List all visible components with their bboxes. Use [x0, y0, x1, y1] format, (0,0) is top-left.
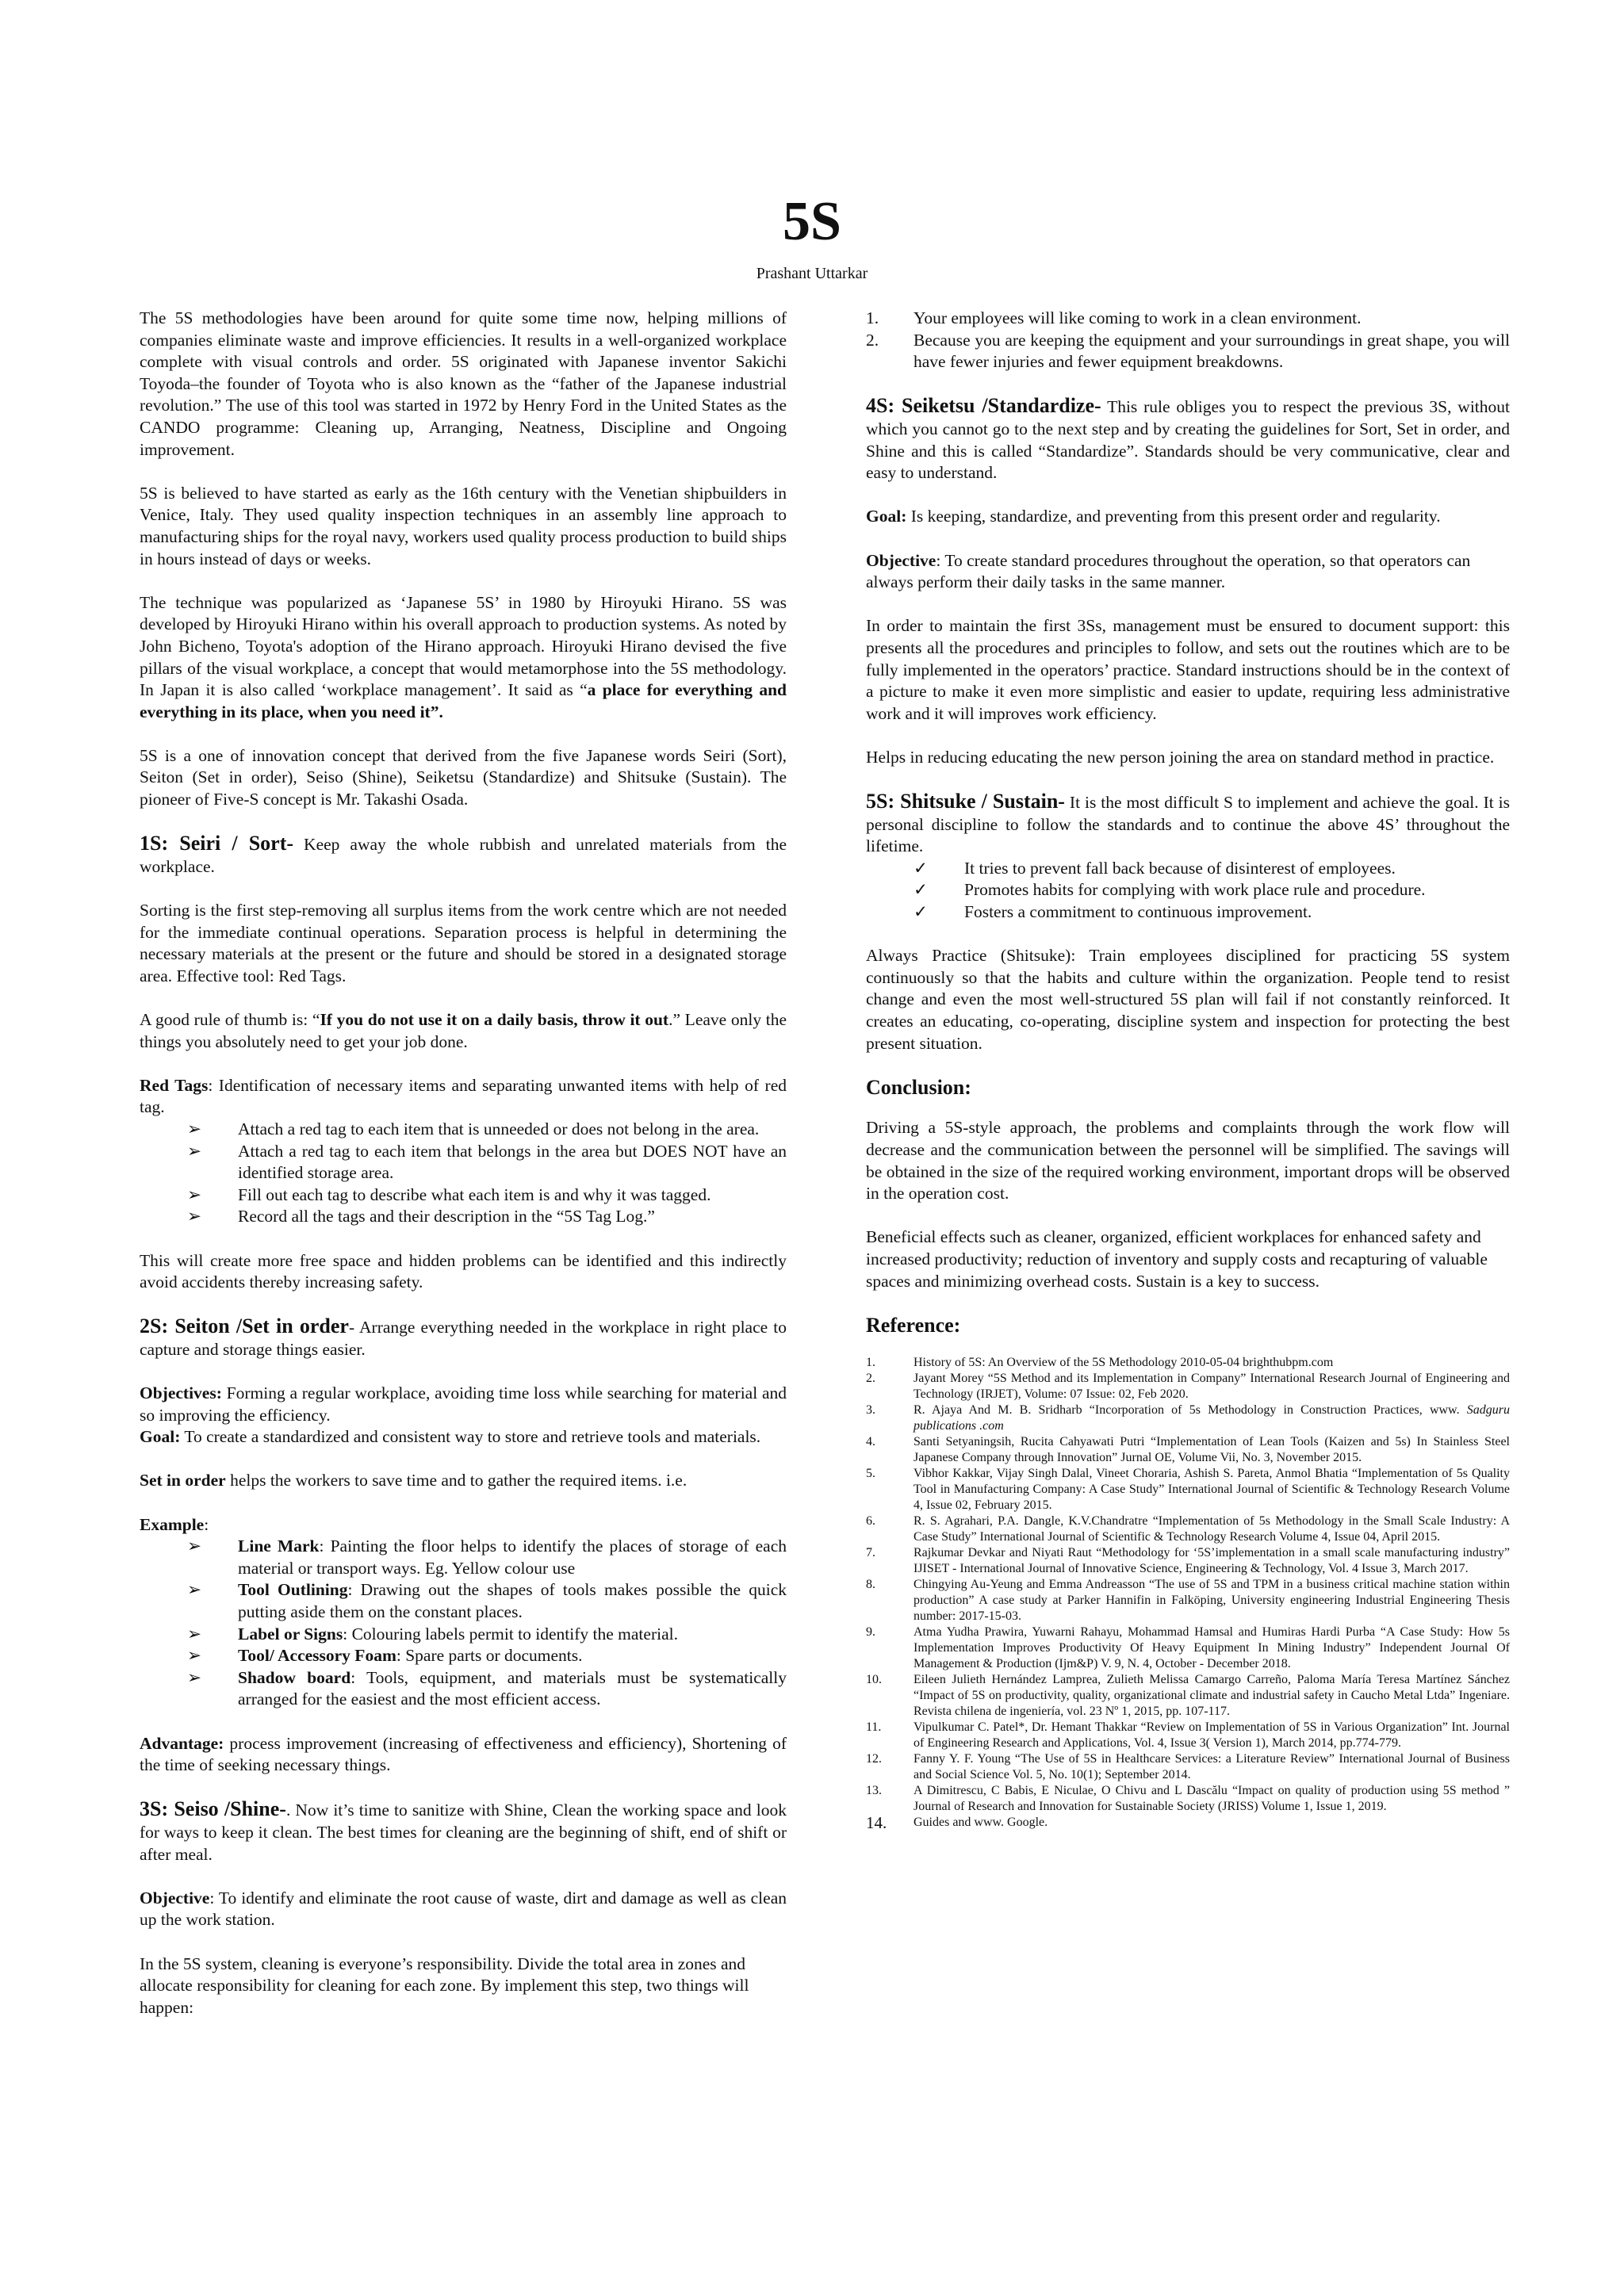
section-3s-objective	[140, 1888, 787, 1931]
arrow-bullet-icon: ➢	[187, 1184, 202, 1204]
section-5s-paragraph-2: Always Practice (Shitsuke): Train employees disciplined for practicing 5S system continuously so that the habits and culture within the organization. People tend to resist change and even the most well-structured 5S plan will fail if not constantly reinforced. It creates an educating, co-operating, discipline system and inspection for protecting the best present situation.	[866, 946, 1510, 1053]
arrow-bullet-icon: ➢	[187, 1646, 202, 1666]
reference-item	[866, 1371, 1510, 1402]
section-4s-goal	[866, 506, 1510, 528]
list-item-text: Because you are keeping the equipment and your surroundings in great shape, you will have fewer injuries and fewer equipment breakdowns.	[914, 330, 1510, 372]
list-item	[187, 1536, 787, 1579]
reference-text: R. Ajaya And M. B. Sridharb “Incorporation of 5s Methodology in Construction Practices, www.	[914, 1403, 1460, 1418]
list-item-text: Record all the tags and their description in the “5S Tag Log.”	[238, 1207, 655, 1226]
list-item-text: : Painting the floor helps to identify the places of storage of each material or transport ways. Eg. Yellow colour use	[238, 1536, 787, 1578]
reference-text: Vipulkumar C. Patel*, Dr. Hemant Thakkar “Review on Implementation of 5S in Various Organization” Int. Journal of Engineering Research and Applications, Vol. 4, Issue 3( Version 1), March 2014, pp.774-779.	[914, 1720, 1510, 1751]
example-label: Example	[140, 1514, 205, 1534]
rule-of-thumb-quote: If you do not use it on a daily basis, throw it out	[320, 1010, 669, 1029]
section-3s-paragraph-3: In the 5S system, cleaning is everyone’s responsibility. Divide the total area in zones and allocate responsibility for cleaning for each zone. By implement this step, two things will happen:	[140, 1954, 749, 2017]
list-item	[187, 1119, 787, 1141]
reference-number: 11.	[866, 1720, 882, 1735]
reference-text: Rajkumar Devkar and Niyati Raut “Methodology for ‘5S’implementation in a small scale manufacturing industry” IJISET - International Journal of Innovative Science, Engineering & Technology, Vol. 4 Issue 3, March 2017.	[914, 1546, 1510, 1576]
intro-quote: a place for everything and everything in its place, when you need it”.	[140, 680, 787, 721]
list-item	[187, 1624, 787, 1646]
section-1s	[140, 832, 787, 878]
reference-item	[866, 1624, 1510, 1672]
advantage-paragraph	[140, 1733, 787, 1777]
reference-item	[866, 1672, 1510, 1720]
objectives-label: Objectives:	[140, 1383, 222, 1403]
reference-text: Santi Setyaningsih, Rucita Cahyawati Putri “Implementation of Lean Tools (Kaizen and 5s) In Stainless Steel Japanese Company through Innovation” Jurnal OE, Volume Vii, No. 3, November 2015.	[914, 1435, 1510, 1465]
section-1s-paragraph-2: Sorting is the first step-removing all surplus items from the work centre which are not needed for the immediate continual operations. Separation process is helpful in determining the necessary materials at the present or the future and should be stored in a designated storage area. Effective tool: Red Tags.	[140, 901, 787, 985]
list-item	[866, 330, 1510, 373]
conclusion-heading: Conclusion:	[866, 1075, 971, 1099]
objective-label: Objective	[140, 1888, 210, 1908]
intro-paragraph-1: The 5S methodologies have been around for quite some time now, helping millions of companies eliminate waste and improve efficiencies. It results in a well-organized workplace complete with visual controls and order. 5S originated with Japanese inventor Sakichi Toyoda–the founder of Toyota who is also known as the “father of the Japanese industrial revolution.” The use of this tool was started in 1972 by Henry Ford in the United States as the CANDO programme: Cleaning up, Arranging, Neatness, Discipline and Ongoing improvement.	[140, 308, 787, 459]
reference-italic-text: Sadguru publications .com	[914, 1403, 1511, 1433]
arrow-bullet-icon: ➢	[187, 1624, 202, 1644]
sustain-list	[866, 858, 1510, 924]
reference-item	[866, 1720, 1510, 1751]
list-item	[187, 1645, 787, 1667]
reference-number: 13.	[866, 1784, 882, 1798]
reference-item	[866, 1751, 1510, 1783]
section-4s-paragraph-3: In order to maintain the first 3Ss, management must be ensured to document support: this presents all the procedures and principles to follow, and sets out the routines which are to be fully implemented in the operators’ practice. Standard instructions should be in the context of a picture to make it even more simplistic and easier to update, requiring less administrative work and it will improves work efficiency.	[866, 616, 1510, 723]
reference-number: 10.	[866, 1673, 882, 1687]
section-2s-goal	[140, 1426, 787, 1448]
set-in-order-text: helps the workers to save time and to gather the required items. i.e.	[225, 1471, 688, 1490]
section-5s	[866, 790, 1510, 858]
advantage-label: Advantage:	[140, 1733, 224, 1753]
intro-paragraph-2: 5S is believed to have started as early as the 16th century with the Venetian shipbuilders in Venice, Italy. They used quality inspection techniques in an assembly line approach to manufacturing ships for the royal navy, workers used quality process production to build ships in hours instead of days or weeks.	[140, 483, 787, 568]
list-item	[187, 1206, 787, 1228]
reference-text: Atma Yudha Prawira, Yuwarni Rahayu, Mohammad Hamsal and Humiras Hardi Purba “A Case Study: How 5s Implementation Improves Productivity Of Heavy Equipment In Mining Industry” Independent Journal Of Management & Production (Ijm&P) V. 9, N. 4, October - December 2018.	[914, 1625, 1510, 1671]
section-4s	[866, 395, 1510, 484]
reference-text: Fanny Y. F. Young “The Use of 5S in Healthcare Services: a Literature Review” International Journal of Business and Social Science Vol. 5, No. 10(1); September 2014.	[914, 1752, 1510, 1782]
objective-label: Objective	[866, 550, 936, 570]
section-2s	[140, 1315, 787, 1360]
set-in-order-label: Set in order	[140, 1471, 226, 1490]
list-item-text: It tries to prevent fall back because of disinterest of employees.	[964, 858, 1396, 878]
arrow-bullet-icon: ➢	[187, 1536, 202, 1556]
goal-label: Goal:	[140, 1427, 181, 1447]
section-5s-text: It is the most difficult S to implement and achieve the goal. It is personal discipline to follow the standards and to continue the above 4S’ throughout the lifetime.	[866, 793, 1511, 856]
section-1s-paragraph-4: This will create more free space and hidden problems can be identified and this indirectly avoid accidents thereby increasing safety.	[140, 1250, 787, 1292]
list-item-label: Label or Signs	[238, 1624, 343, 1644]
list-item	[866, 308, 1510, 330]
list-item-label: Shadow board	[238, 1667, 351, 1687]
section-4s-objective	[866, 550, 1510, 594]
reference-item	[866, 1815, 1510, 1831]
list-item	[187, 1579, 787, 1623]
arrow-bullet-icon: ➢	[187, 1580, 202, 1600]
red-tags-text: : Identification of necessary items and separating unwanted items with help of red tag.	[140, 1075, 787, 1117]
list-item-text: : Colouring labels permit to identify the material.	[343, 1624, 678, 1644]
reference-number: 12.	[866, 1752, 882, 1766]
reference-item	[866, 1434, 1510, 1466]
list-item	[914, 879, 1510, 901]
list-item-text: Fill out each tag to describe what each item is and why it was tagged.	[238, 1184, 711, 1204]
section-5s-heading: 5S: Shitsuke / Sustain-	[866, 790, 1065, 813]
list-item	[914, 858, 1510, 880]
section-4s-paragraph-4: Helps in reducing educating the new person joining the area on standard method in practice.	[866, 747, 1495, 767]
red-tags-paragraph	[140, 1075, 787, 1119]
list-item	[187, 1141, 787, 1184]
list-item	[914, 901, 1510, 924]
reference-number: 9.	[866, 1625, 875, 1640]
reference-number: 7.	[866, 1546, 875, 1560]
intro-paragraph-3-text: The technique was popularized as ‘Japanese 5S’ in 1980 by Hiroyuki Hirano. 5S was developed by Hiroyuki Hirano within his overall approach to production systems. As noted by John Bicheno, Toyota's adoption of the Hirano approach. Hiroyuki Hirano devised the five pillars of the visual workplace, a concept that would metamorphose into the 5S methodology. In Japan it is also called ‘workplace management’. It said as “	[140, 592, 787, 700]
reference-text: History of 5S: An Overview of the 5S Methodology 2010-05-04 brighthubpm.com	[914, 1356, 1334, 1370]
reference-number: 1.	[866, 1356, 875, 1370]
intro-paragraph-4: 5S is a one of innovation concept that derived from the five Japanese words Seiri (Sort), Seiton (Set in order), Seiso (Shine), Seiketsu (Standardize) and Shitsuke (Sustain). The pioneer of Five-S concept is Mr. Takashi Osada.	[140, 745, 787, 809]
example-heading: Example:	[140, 1514, 209, 1534]
list-number: 2.	[866, 330, 879, 350]
section-4s-text: This rule obliges you to respect the previous 3S, without which you cannot go to the next step and by creating the guidelines for Sort, Set in order, and Shine and this is called “Standardize”. Standards should be very communicative, clear and easy to understand.	[866, 397, 1510, 483]
section-3s	[140, 1798, 787, 1866]
red-tags-list	[140, 1119, 787, 1228]
list-item-text: Promotes habits for complying with work place rule and procedure.	[964, 880, 1426, 900]
reference-heading: Reference:	[866, 1313, 961, 1337]
reference-text: A Dimitrescu, C Babis, E Niculae, O Chivu and L Dascălu “Impact on quality of production using 5S method ” Journal of Research and Innovation for Sustainable Society (JRISS) Volume 1, Issue 1, 2019.	[914, 1784, 1510, 1814]
red-tags-label: Red Tags	[140, 1075, 209, 1095]
conclusion-paragraph-2: Beneficial effects such as cleaner, organized, efficient workplaces for enhanced safety and increased productivity; reduction of inventory and supply costs and recapturing of valuable spaces and minimizing overhead costs. Sustain is a key to success.	[866, 1227, 1488, 1291]
checkmark-icon: ✓	[914, 880, 929, 900]
reference-number: 14.	[866, 1813, 887, 1833]
reference-item	[866, 1783, 1510, 1815]
reference-item	[866, 1402, 1510, 1434]
list-item-label: Tool Outlining	[238, 1580, 348, 1600]
section-1s-text: Keep away the whole rubbish and unrelated materials from the workplace.	[140, 835, 787, 876]
conclusion-paragraph-1: Driving a 5S-style approach, the problems and complaints through the work flow will decrease and the communication between the personnel will be simplified. The savings will be obtained in the size of the required working environment, important drops will be observed in the operation cost.	[866, 1118, 1510, 1203]
rule-of-thumb-suffix: .” Leave only the things you absolutely need to get your job done.	[140, 1010, 787, 1051]
list-item-text: Your employees will like coming to work in a clean environment.	[914, 308, 1362, 327]
reference-item	[866, 1466, 1510, 1513]
example-list	[140, 1536, 787, 1711]
right-column	[866, 308, 1510, 1831]
left-column	[140, 308, 787, 2041]
list-item-text: Attach a red tag to each item that is unneeded or does not belong in the area.	[238, 1119, 760, 1138]
two-things-list	[866, 308, 1510, 373]
author-name: Prashant Uttarkar	[756, 265, 868, 282]
intro-paragraph-3	[140, 592, 787, 724]
list-number: 1.	[866, 308, 879, 327]
section-3s-heading: 3S: Seiso /Shine-	[140, 1797, 286, 1821]
goal-text: Is keeping, standardize, and preventing from this present order and regularity.	[906, 507, 1441, 526]
reference-number: 5.	[866, 1467, 875, 1481]
reference-number: 4.	[866, 1435, 875, 1449]
section-2s-objectives	[140, 1383, 787, 1426]
reference-item	[866, 1355, 1510, 1371]
reference-text: Eileen Julieth Hernández Lamprea, Zulieth Melissa Camargo Carreño, Paloma María Teresa Martínez Sánchez “Impact of 5S on productivity, quality, organizational climate and industrial safety in Caucho Metal Ltda” Ingeniare. Revista chilena de ingeniería, vol. 23 Nº 1, 2015, pp. 107-117.	[914, 1673, 1510, 1719]
list-item-text: : Spare parts or documents.	[396, 1646, 583, 1666]
section-3s-text: . Now it’s time to sanitize with Shine, Clean the working space and look for ways to keep it clean. The best times for cleaning are the beginning of shift, end of shift or after meal.	[140, 1800, 787, 1864]
goal-label: Goal:	[866, 507, 907, 526]
arrow-bullet-icon: ➢	[187, 1141, 202, 1161]
list-item-text: Fosters a commitment to continuous improvement.	[964, 902, 1312, 922]
section-2s-heading: 2S: Seiton /Set in order	[140, 1314, 349, 1338]
reference-text: R. S. Agrahari, P.A. Dangle, K.V.Chandratre “Implementation of 5s Methodology in the Small Scale Industry: A Case Study” International Journal of Scientific & Technology Research Volume 4, Issue 04, April 2015.	[914, 1514, 1510, 1544]
list-item	[187, 1184, 787, 1207]
arrow-bullet-icon: ➢	[187, 1207, 202, 1226]
objective-text: : To identify and eliminate the root cause of waste, dirt and damage as well as clean up the work station.	[140, 1888, 787, 1930]
reference-text: Guides and www. Google.	[914, 1816, 1048, 1830]
list-item	[187, 1667, 787, 1711]
list-item-text: Attach a red tag to each item that belongs in the area but DOES NOT have an identified storage area.	[238, 1141, 787, 1183]
reference-number: 6.	[866, 1514, 875, 1529]
reference-item	[866, 1545, 1510, 1577]
list-item-label: Line Mark	[238, 1536, 320, 1556]
reference-text: Jayant Morey “5S Method and its Implementation in Company” International Research Journal of Engineering and Technology (IRJET), Volume: 07 Issue: 02, Feb 2020.	[914, 1372, 1510, 1402]
reference-number: 2.	[866, 1372, 875, 1386]
reference-item	[866, 1577, 1510, 1624]
reference-text: Vibhor Kakkar, Vijay Singh Dalal, Vineet Choraria, Ashish S. Pareta, Anmol Bhatia “Implementation of 5s Quality Tool in Manufacturing Company: A Case Study” International Journal of Scientific & Technology Research Volume 4, Issue 02, February 2015.	[914, 1467, 1510, 1513]
section-1s-heading: 1S: Seiri / Sort-	[140, 832, 294, 855]
list-item-text: : Drawing out the shapes of tools makes possible the quick putting aside them on the constant places.	[238, 1580, 787, 1622]
reference-text: Chingying Au-Yeung and Emma Andreasson “The use of 5S and TPM in a business critical machine station within production” A case study at Parker Hannifin in Falköping, University engineering Industrial Engineering Thesis number: 2017-15-03.	[914, 1578, 1510, 1624]
list-item-text: : Tools, equipment, and materials must be systematically arranged for the easiest and the most efficient access.	[238, 1667, 787, 1709]
section-2s-text: - Arrange everything needed in the workplace in right place to capture and storage things easier.	[140, 1318, 787, 1359]
reference-number: 8.	[866, 1578, 875, 1592]
checkmark-icon: ✓	[914, 902, 929, 922]
section-4s-heading: 4S: Seiketsu /Standardize-	[866, 394, 1101, 418]
advantage-text: process improvement (increasing of effectiveness and efficiency), Shortening of the time of seeking necessary things.	[140, 1733, 787, 1775]
paper-title: 5S	[783, 191, 841, 252]
arrow-bullet-icon: ➢	[187, 1667, 202, 1687]
reference-list	[866, 1355, 1510, 1831]
objectives-text: Forming a regular workplace, avoiding time loss while searching for material and so improving the efficiency.	[140, 1383, 787, 1425]
set-in-order-paragraph	[140, 1470, 787, 1492]
list-item-label: Tool/ Accessory Foam	[238, 1646, 396, 1666]
rule-of-thumb	[140, 1009, 787, 1053]
goal-text: To create a standardized and consistent way to store and retrieve tools and materials.	[180, 1427, 761, 1447]
arrow-bullet-icon: ➢	[187, 1119, 202, 1138]
reference-item	[866, 1513, 1510, 1545]
checkmark-icon: ✓	[914, 858, 929, 878]
objective-text: : To create standard procedures throughout the operation, so that operators can always perform their daily tasks in the same manner.	[866, 550, 1471, 592]
reference-number: 3.	[866, 1403, 875, 1418]
rule-of-thumb-prefix: A good rule of thumb is: “	[140, 1010, 320, 1029]
